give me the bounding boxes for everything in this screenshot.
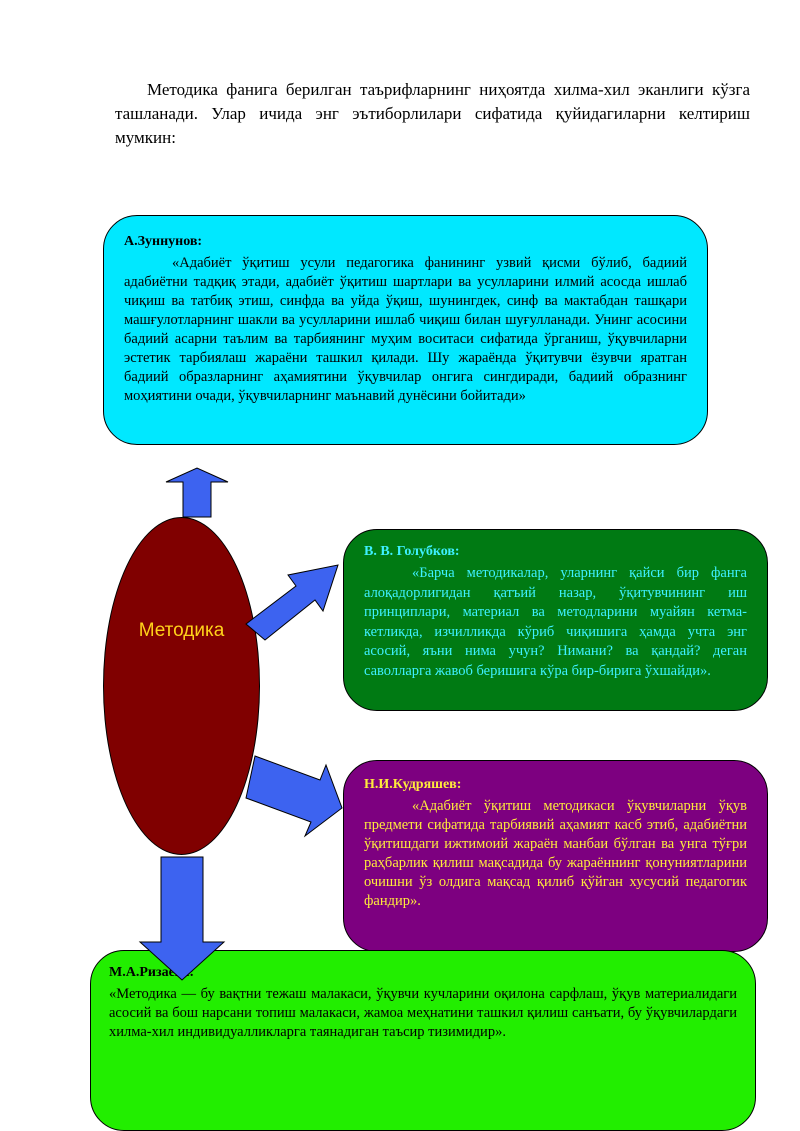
definition-text: «Методика — бу вақтни тежаш малакаси, ўқувчи кучларини оқилона сарфлаш, ўқув материалидаги асосий ва бош нарсани топиш малакаси, жамоа меҳнатини ташкил қилиш санъати, бу ўқувчилардаги хилма-хил индивидуалликларга таянадиган таъсир тизимидир». — [109, 986, 737, 1040]
definition-author: А.Зуннунов: — [124, 234, 203, 249]
definition-text: «Адабиёт ўқитиш усули педагогика фанининг узвий қисми бўлиб, бадиий адабиётни тадқиқ этади, адабиёт ўқитиш шартлари ва усулларини илмий асосда ишлаб чиқиш ва татбиқ этиш, синфда ва уйда ўқиш, шунингдек, синф ва мактабдан ташқари машғулотларнинг шакли ва усулларини ишлаб чиқиш билан шуғулланади. Унинг асосини бадиий асарни таълим ва тарбиянинг муҳим воситаси сифатида ўрганиш, ўқувчиларни эстетик тарбиялаш жараёни ташкил қилади. Шу жараёнда ўқитувчи ёзувчи яратган бадиий образларнинг аҳамиятини ўқувчилар онгига сингдиради, бадиий образнинг моҳиятини очади, ўқувчиларнинг маънавий дунёсини бойитади» — [124, 255, 687, 404]
arrow-up-icon — [166, 468, 228, 517]
arrow-right-up-icon — [246, 565, 338, 640]
arrow-right-down-icon — [246, 756, 342, 836]
central-label: Методика — [138, 620, 225, 641]
definition-author: Н.И.Кудряшев: — [364, 777, 462, 792]
definition-text: «Барча методикалар, уларнинг қайси бир фанга алоқадорлигидан қатъий назар, ўқитувчининг иш принциплари, материал ва методларини муайян кетма-кетликда, изчилликда кўриб чиқишига ҳамда учта энг асосий, яъни нима учун? Нимани? ва қандай? деган саволларга жавоб беришига кўра бир-бирига ўхшайди». — [364, 565, 747, 679]
definition-text: «Адабиёт ўқитиш методикаси ўқувчиларни ўқув предмети сифатида тарбиявий аҳамият касб этиб, адабиётни ўқитишдаги ижтимоий жараён манбаи бўлган ва унга тўғри раҳбарлик қилиш мақсадида бу жараённинг қонуниятларини очишни ўз олдига мақсад қилиб қўйган хусусий педагогик фандир». — [364, 798, 747, 909]
definition-author: М.А.Ризаева: — [109, 965, 195, 980]
arrow-down-icon — [140, 857, 224, 980]
definition-author: В. В. Голубков: — [364, 544, 460, 559]
intro-paragraph: Методика фанига берилган таърифларнинг ниҳоятда хилма-хил эканлиги кўзга ташланади. Улар ичида энг эътиборлилари сифатида қуйидагиларни келтириш мумкин: — [115, 80, 750, 147]
